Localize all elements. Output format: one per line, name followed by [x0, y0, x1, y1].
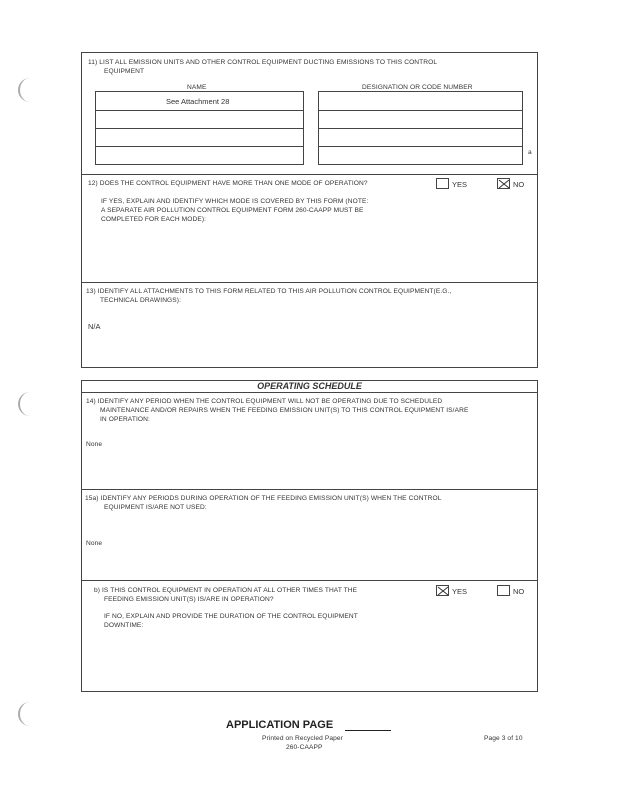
q12-no-label: NO — [513, 180, 525, 189]
q12-note-3: COMPLETED FOR EACH MODE): — [101, 216, 207, 223]
section-operating-schedule — [81, 380, 538, 692]
q13-text-cont: TECHNICAL DRAWINGS): — [100, 297, 182, 304]
q14-text-3: IN OPERATION: — [100, 416, 150, 423]
q15a-text-1: 15a) IDENTIFY ANY PERIODS DURING OPERATION OF THE FEEDING EMISSION UNIT(S) WHEN THE CONTROL — [85, 495, 442, 502]
operating-schedule-title: OPERATING SCHEDULE — [257, 381, 362, 391]
q13-answer[interactable]: N/A — [88, 322, 101, 331]
q12-yes-label: YES — [452, 180, 468, 189]
name-cell-1[interactable]: See Attachment 28 — [166, 97, 230, 106]
check-x-icon — [437, 586, 450, 597]
q15b-yes-label: YES — [452, 587, 468, 596]
q15a-text-2: EQUIPMENT IS/ARE NOT USED: — [104, 504, 207, 511]
q15b-note-1: IF NO, EXPLAIN AND PROVIDE THE DURATION OF THE CONTROL EQUIPMENT — [104, 613, 358, 620]
q11-col-code-header: DESIGNATION OR CODE NUMBER — [362, 84, 473, 91]
q11-col-name-header: NAME — [187, 84, 207, 91]
q11-text: 11) LIST ALL EMISSION UNITS AND OTHER CONTROL EQUIPMENT DUCTING EMISSIONS TO THIS CONTROL — [88, 59, 438, 66]
page-number-blank[interactable] — [345, 730, 391, 731]
q11-text-cont: EQUIPMENT — [104, 68, 145, 75]
q15b-yes-checkbox[interactable] — [436, 585, 449, 596]
application-page-label: APPLICATION PAGE — [226, 719, 334, 731]
q15b-no-label: NO — [513, 587, 525, 596]
q12-note-2: A SEPARATE AIR POLLUTION CONTROL EQUIPMENT FORM 260-CAAPP MUST BE — [101, 207, 364, 214]
q12-note-1: IF YES, EXPLAIN AND IDENTIFY WHICH MODE IS COVERED BY THIS FORM (NOTE: — [101, 198, 369, 205]
check-x-icon — [498, 179, 511, 190]
recycled-paper-note: Printed on Recycled Paper — [262, 735, 343, 742]
q14-text-2: MAINTENANCE AND/OR REPAIRS WHEN THE FEEDING EMISSION UNIT(S) TO THIS CONTROL EQUIPMENT IS/ARE — [100, 407, 469, 414]
q14-answer[interactable]: None — [86, 441, 103, 448]
side-mark: a — [528, 149, 532, 156]
page-count: Page 3 of 10 — [484, 735, 523, 742]
binder-hole-mark — [18, 78, 30, 102]
binder-hole-mark — [18, 392, 30, 416]
q12-text: 12) DOES THE CONTROL EQUIPMENT HAVE MORE THAN ONE MODE OF OPERATION? — [88, 180, 368, 187]
binder-hole-mark — [18, 702, 30, 726]
q13-text: 13) IDENTIFY ALL ATTACHMENTS TO THIS FORM RELATED TO THIS AIR POLLUTION CONTROL EQUIPMENT(E.G., — [86, 288, 452, 295]
q12-yes-checkbox[interactable] — [436, 178, 449, 189]
q15b-text-2: FEEDING EMISSION UNIT(S) IS/ARE IN OPERATION? — [104, 596, 274, 603]
q15b-text-1: b) IS THIS CONTROL EQUIPMENT IN OPERATION AT ALL OTHER TIMES THAT THE — [94, 587, 358, 594]
q15b-no-checkbox[interactable] — [497, 585, 510, 596]
q15a-answer[interactable]: None — [86, 540, 103, 547]
q12-no-checkbox[interactable] — [497, 178, 510, 189]
q14-text-1: 14) IDENTIFY ANY PERIOD WHEN THE CONTROL EQUIPMENT WILL NOT BE OPERATING DUE TO SCHEDULED — [86, 398, 443, 405]
q15b-note-2: DOWNTIME: — [104, 622, 144, 629]
form-number: 260-CAAPP — [286, 744, 323, 751]
